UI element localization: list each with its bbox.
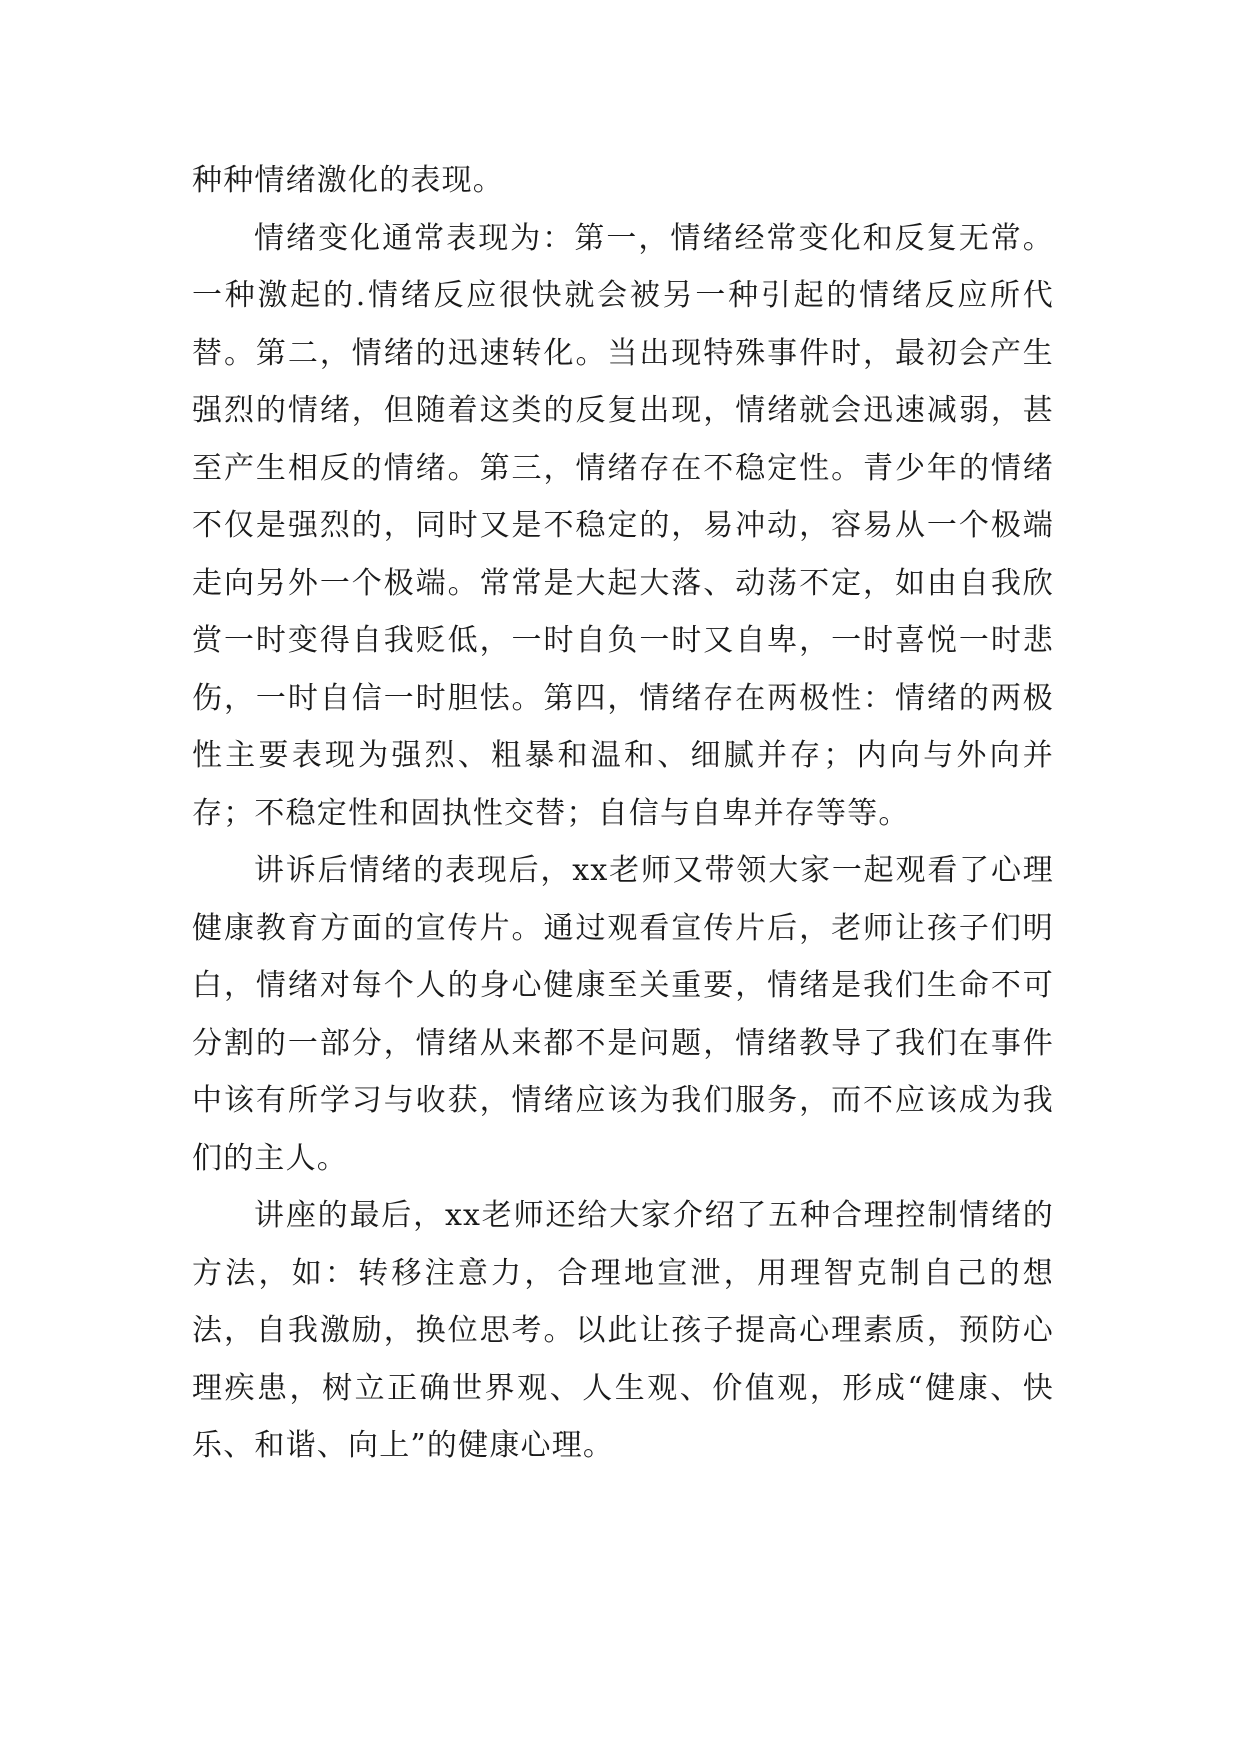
document-body	[192, 152, 1054, 1475]
paragraph-1: 种种情绪激化的表现。	[192, 163, 504, 198]
paragraph-2: 情绪变化通常表现为：第一，情绪经常变化和反复无常。一种激起的.情绪反应很快就会被另一种引起的情绪反应所代替。第二，情绪的迅速转化。当出现特殊事件时，最初会产生强烈的情绪，但随着这类的反复出现，情绪就会迅速减弱，甚至产生相反的情绪。第三，情绪存在不稳定性。青少年的情绪不仅是强烈的，同时又是不稳定的，易冲动，容易从一个极端走向另外一个极端。常常是大起大落、动荡不定，如由自我欣赏一时变得自我贬低，一时自负一时又自卑，一时喜悦一时悲伤，一时自信一时胆怯。第四，情绪存在两极性：情绪的两极性主要表现为强烈、粗暴和温和、细腻并存；内向与外向并存；不稳定性和固执性交替；自信与自卑并存等等。	[192, 220, 1054, 831]
paragraph-3: 讲诉后情绪的表现后，xx老师又带领大家一起观看了心理健康教育方面的宣传片。通过观看宣传片后，老师让孩子们明白，情绪对每个人的身心健康至关重要，情绪是我们生命不可分割的一部分，情绪从来都不是问题，情绪教导了我们在事件中该有所学习与收获，情绪应该为我们服务，而不应该成为我们的主人。	[192, 853, 1054, 1176]
paragraph-4: 讲座的最后，xx老师还给大家介绍了五种合理控制情绪的方法，如：转移注意力，合理地宣泄，用理智克制自己的想法，自我激励，换位思考。以此让孩子提高心理素质，预防心理疾患，树立正确世界观、人生观、价值观，形成“健康、快乐、和谐、向上”的健康心理。	[192, 1198, 1054, 1463]
